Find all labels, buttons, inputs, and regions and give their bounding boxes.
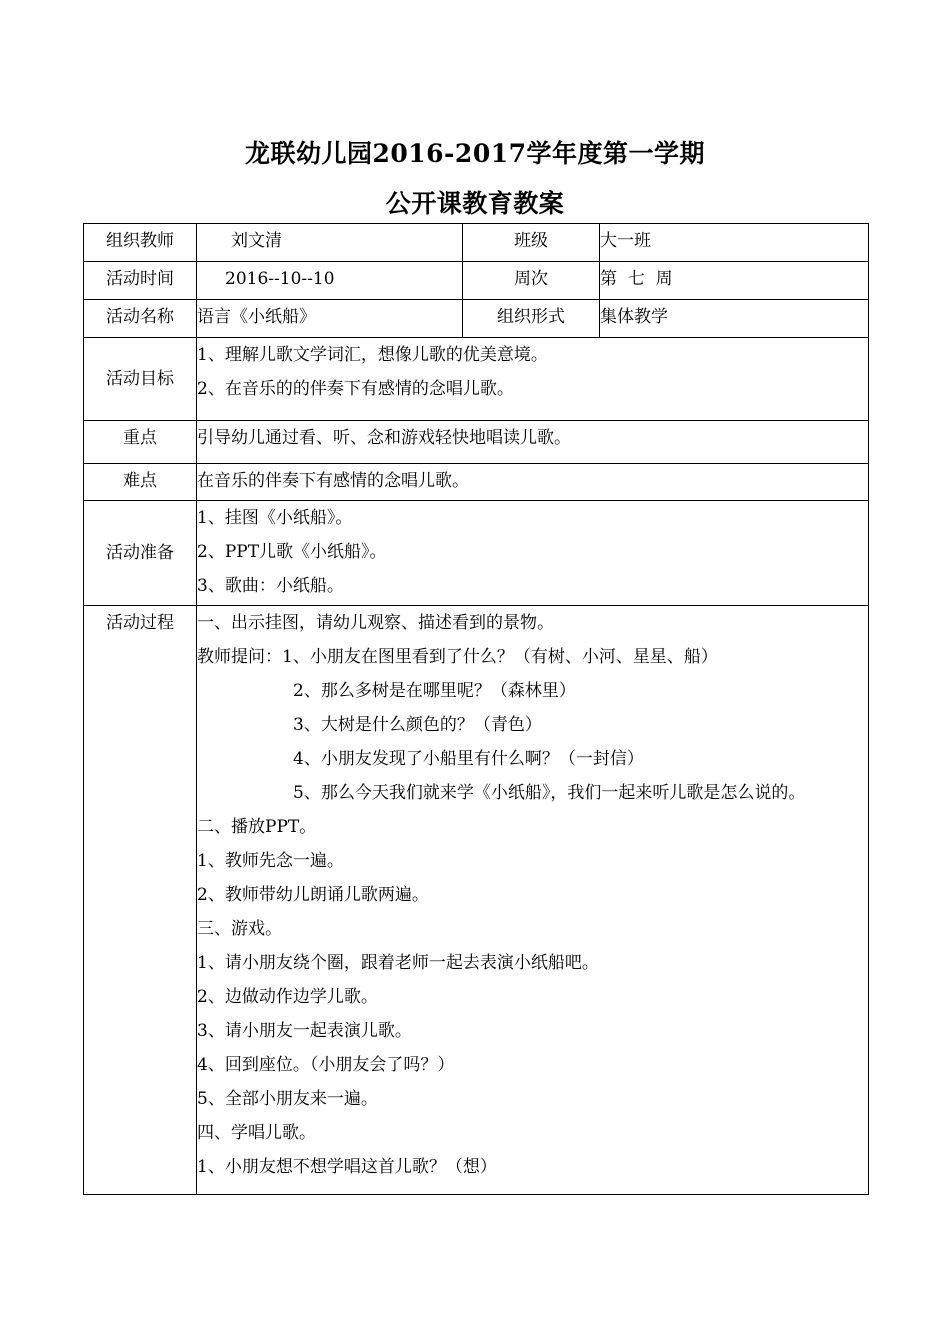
document-title: 龙联幼儿园2016-2017学年度第一学期	[244, 139, 706, 168]
preparation-item: 2、PPT儿歌《小纸船》。	[197, 542, 387, 562]
table-row-process	[84, 606, 869, 1195]
preparation-content	[197, 501, 869, 606]
process-line: 4、回到座位。（小朋友会了吗？）	[197, 1055, 455, 1075]
preparation-label: 活动准备	[84, 501, 197, 606]
process-line: 一、出示挂图，请幼儿观察、描述看到的景物。	[197, 613, 554, 633]
process-line: 2、教师带幼儿朗诵儿歌两遍。	[197, 885, 429, 905]
process-line: 3、请小朋友一起表演儿歌。	[197, 1021, 412, 1041]
process-line: 1、请小朋友绕个圈，跟着老师一起去表演小纸船吧。	[197, 953, 599, 973]
class-value: 大一班	[600, 224, 869, 262]
process-content	[197, 606, 869, 1195]
goal-item: 1、理解儿歌文学词汇，想像儿歌的优美意境。	[197, 345, 548, 365]
key-point-text: 引导幼儿通过看、听、念和游戏轻快地唱读儿歌。	[197, 421, 869, 464]
process-line: 二、播放PPT。	[197, 817, 317, 837]
process-line: 三、游戏。	[197, 919, 282, 939]
process-line: 3、大树是什么颜色的？（青色）	[293, 715, 542, 735]
process-line: 四、学唱儿歌。	[197, 1123, 316, 1143]
table-row-name	[84, 300, 869, 338]
goals-content	[197, 338, 869, 421]
activity-name-value: 语言《小纸船》	[197, 300, 463, 338]
table-row-preparation	[84, 501, 869, 606]
table-row-time	[84, 262, 869, 300]
teacher-value: 刘文清	[197, 224, 463, 262]
difficulty-label: 难点	[84, 464, 197, 501]
process-line: 1、小朋友想不想学唱这首儿歌？（想）	[197, 1157, 497, 1177]
process-line: 2、那么多树是在哪里呢？（森林里）	[293, 681, 576, 701]
form-label: 组织形式	[463, 300, 600, 338]
table-row-teacher	[84, 224, 869, 262]
process-label: 活动过程	[84, 606, 197, 1195]
class-label: 班级	[463, 224, 600, 262]
table-row-difficulty	[84, 464, 869, 501]
process-line: 2、边做动作边学儿歌。	[197, 987, 378, 1007]
time-value: 2016--10--10	[197, 262, 463, 300]
key-point-label: 重点	[84, 421, 197, 464]
table-row-goals	[84, 338, 869, 421]
process-line: 5、那么今天我们就来学《小纸船》，我们一起来听儿歌是怎么说的。	[293, 783, 806, 803]
activity-name-label: 活动名称	[84, 300, 197, 338]
process-line: 1、教师先念一遍。	[197, 851, 344, 871]
process-line: 教师提问：1、小朋友在图里看到了什么？（有树、小河、星星、船）	[197, 647, 718, 667]
difficulty-text: 在音乐的伴奏下有感情的念唱儿歌。	[197, 464, 869, 501]
table-row-key-point	[84, 421, 869, 464]
process-line: 4、小朋友发现了小船里有什么啊？（一封信）	[293, 749, 644, 769]
process-line: 5、全部小朋友来一遍。	[197, 1089, 378, 1109]
form-value: 集体教学	[600, 300, 869, 338]
week-value: 第 七 周	[600, 262, 869, 300]
teacher-label: 组织教师	[84, 224, 197, 262]
week-label: 周次	[463, 262, 600, 300]
preparation-item: 1、挂图《小纸船》。	[197, 508, 353, 528]
document-subtitle: 公开课教育教案	[385, 189, 565, 218]
goal-item: 2、在音乐的的伴奏下有感情的念唱儿歌。	[197, 379, 514, 399]
goals-label: 活动目标	[84, 338, 197, 421]
preparation-item: 3、歌曲：小纸船。	[197, 576, 344, 596]
time-label: 活动时间	[84, 262, 197, 300]
lesson-plan-table	[83, 223, 869, 1195]
